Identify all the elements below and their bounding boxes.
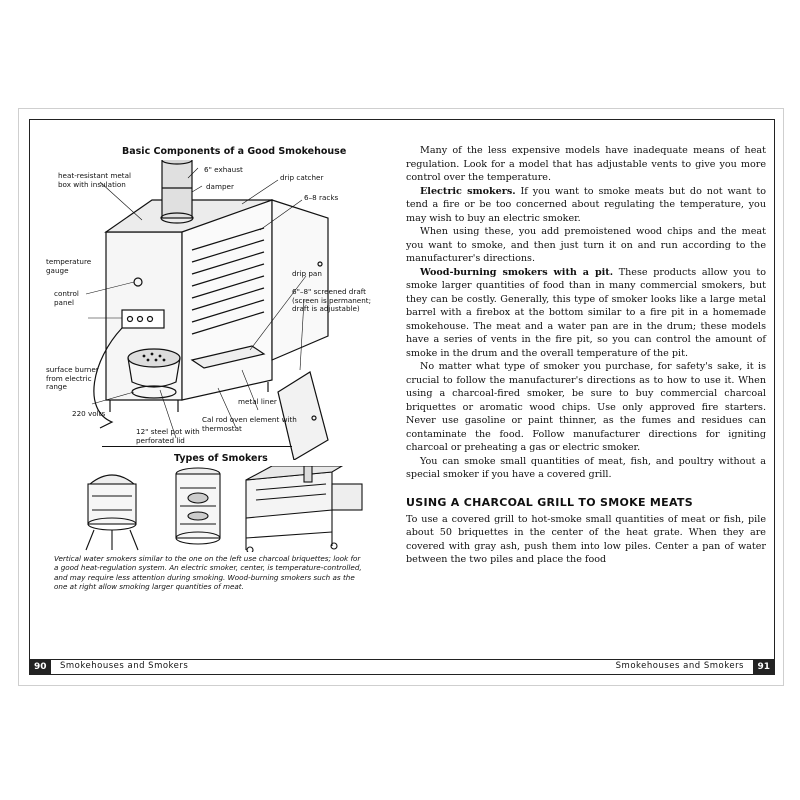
left-page	[42, 120, 382, 660]
label-cal-rod: Cal rod oven element with thermostat	[202, 415, 297, 433]
paragraph-4	[406, 266, 766, 361]
paragraph-3: When using these, you add premoistened wood chips and the meat you want to smoke, and then just turn it on and run according to the manufacturer's directions.	[406, 226, 766, 264]
label-surface-burner: surface burner from electric range	[46, 365, 99, 391]
label-exhaust: 6" exhaust	[204, 165, 243, 174]
label-screened-draft: 6"–8" screened draft (screen is permanent; draft is adjustable)	[292, 287, 371, 313]
label-drip-pan: drip pan	[292, 269, 322, 278]
figure-caption: Vertical water smokers similar to the one on the left use charcoal briquettes; look for a good heat-regulation system. An electric smoker, center, is temperature-controlled, and may require less attention during smoking. Wood-burning smokers such as the one at right allow smoking larger quantities of meat.	[54, 554, 362, 592]
label-steel-pot: 12" steel pot with perforated lid	[136, 427, 200, 445]
smoker-types-illustration	[42, 466, 382, 552]
paragraph-2	[406, 185, 766, 226]
label-control-panel: control panel	[54, 289, 79, 307]
page-frame	[29, 119, 775, 675]
paragraph-7: To use a covered grill to hot-smoke small quantities of meat or fish, pile about 50 briquettes in the center of the heat grate. When they are covered with gray ash, push them into low piles. Center a pan of water between the two piles and place the food	[406, 513, 766, 565]
paragraph-5: No matter what type of smoker you purchase, for safety's sake, it is crucial to follow the manufacturer's directions as to how to use it. When using a charcoal-fired smoker, be sure to buy commercial charcoal briquettes or aromatic wood chips. Use only approved fire starters. Never use gasoline or paint thinner, as the fumes and residues can contaminate the food. Follow manufacturer directions for igniting charcoal or preheating a gas or electric smoker.	[406, 361, 766, 453]
subhead-electric: Electric smokers.	[420, 185, 516, 197]
label-damper: damper	[206, 182, 234, 191]
label-volts: 220 volts	[72, 409, 106, 418]
section-heading: USING A CHARCOAL GRILL TO SMOKE MEATS	[406, 495, 693, 509]
paragraph-4-text: These products allow you to smoke larger quantities of food than in many commercial smokers, but they can be costly. Generally, this type of smoker looks like a large metal barrel with a firebox at the bottom similar to a fire pit in a homemade smokehouse. The meat and a water pan are in the drum; these models have a series of vents in the fire pit, so you can control the amount of smoke in the drum and the overall temperature of the pit.	[406, 266, 766, 359]
right-page	[406, 120, 766, 660]
label-racks: 6–8 racks	[304, 193, 339, 202]
paragraph-2-text: If you want to smoke meats but do not want to tend a fire or be too concerned about regulating the temperature, you may wish to buy an electric smoker.	[406, 185, 766, 224]
page-number-right: 91	[753, 660, 774, 674]
paragraph-6: You can smoke small quantities of meat, fish, and poultry without a special smoker if you have a covered grill.	[406, 455, 766, 480]
running-head-right: Smokehouses and Smokers	[615, 661, 744, 671]
figure-title-smokehouse: Basic Components of a Good Smokehouse	[122, 146, 347, 157]
footer-bar	[30, 659, 774, 674]
page-number-left: 90	[30, 660, 51, 674]
figure-divider	[102, 446, 292, 447]
label-drip-catcher: drip catcher	[280, 173, 324, 182]
label-heat-box: heat-resistant metal box with insulation	[58, 171, 132, 189]
label-metal-liner: metal liner	[238, 397, 277, 406]
paragraph-1: Many of the less expensive models have inadequate means of heat regulation. Look for a model that has adjustable vents to give you more control over the temperature.	[406, 145, 766, 183]
running-head-left: Smokehouses and Smokers	[60, 661, 189, 671]
body-text	[406, 144, 766, 567]
label-temp-gauge: temperature gauge	[46, 257, 92, 275]
figure-title-types: Types of Smokers	[174, 453, 268, 464]
subhead-wood: Wood-burning smokers with a pit.	[420, 266, 614, 278]
book-spread	[18, 108, 784, 686]
